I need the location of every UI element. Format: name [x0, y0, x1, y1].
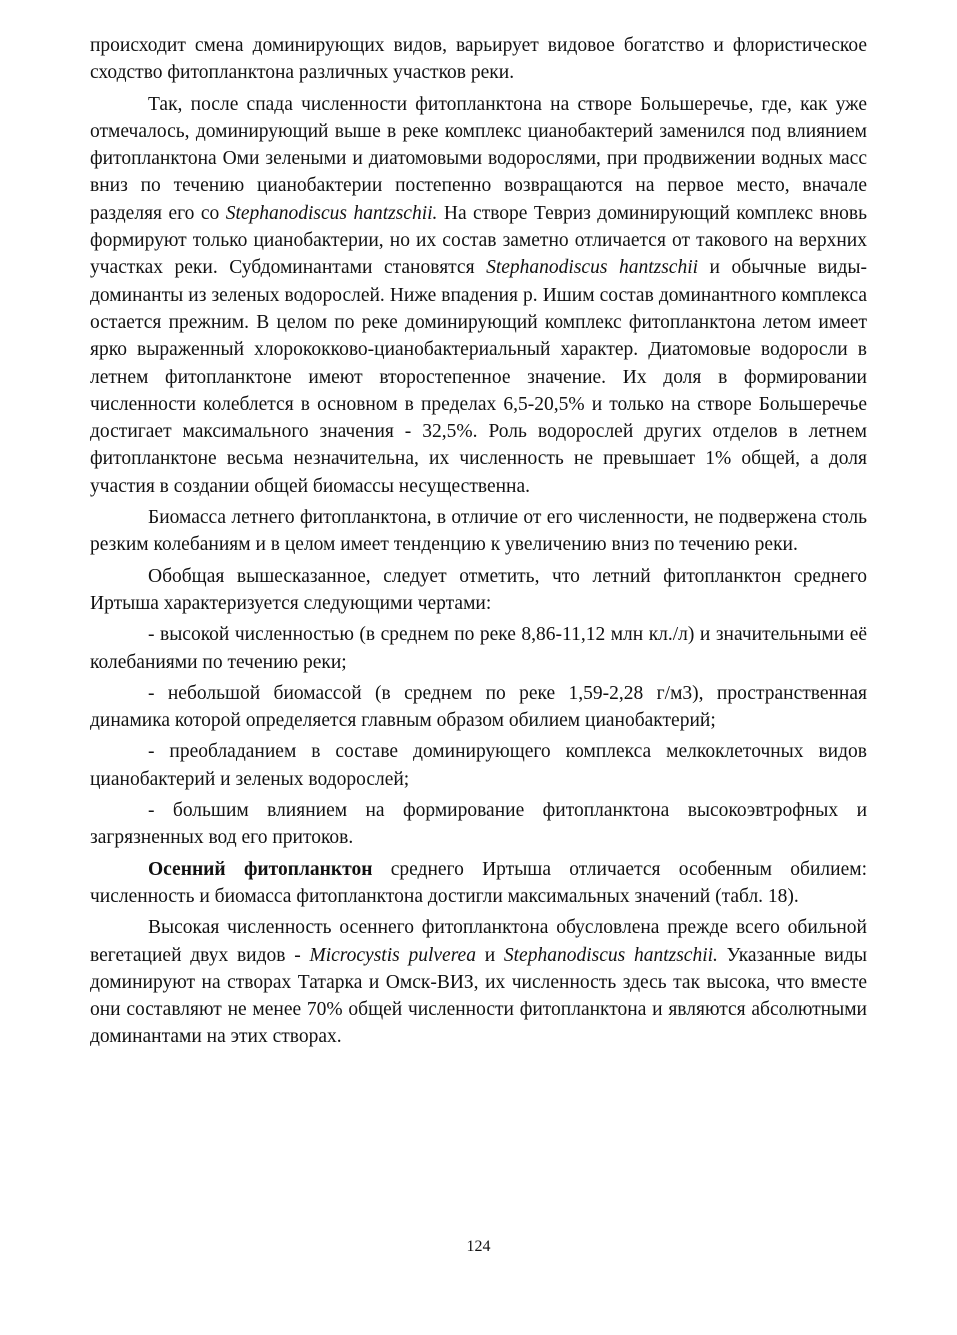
paragraph-5-text: среднего Иртыша отличается особенным обилием: численность и биомасса фитопланктона достигли максимальных значений (табл. 18).	[90, 858, 867, 907]
species-name: Stephanodiscus hantzschii.	[503, 944, 718, 966]
paragraph-2	[90, 91, 867, 500]
page-number: 124	[466, 1238, 491, 1255]
page-body	[90, 32, 867, 1055]
section-heading-autumn: Осенний фитопланктон	[148, 858, 373, 880]
paragraph-6-part-c: Указанные виды доминируют на створах Татарка и Омск-ВИЗ, их численность здесь так высока, что вместе они составляют не менее 70% общей численности фитопланктона и являются абсолютными доминантами на этих створах.	[90, 944, 867, 1048]
paragraph-6	[90, 914, 867, 1050]
list-item-2: - небольшой биомассой (в среднем по реке 1,59-2,28 г/м3), пространственная динамика которой определяется главным образом обилием цианобактерий;	[90, 682, 867, 732]
species-name: Microcystis pulverea	[309, 944, 476, 966]
species-name: Stephanodiscus hantzschii	[486, 257, 699, 279]
paragraph-2-part-a: Так, после спада численности фитопланктона на створе Большеречье, где, как уже отмечалось, доминирующий выше в реке комплекс цианобактерий заменился под влиянием фитопланктона Оми зелеными и диатомовыми водорослями, при продвижении водных масс вниз по течению цианобактерии постепенно возвращаются на первое место, вначале разделяя его со	[90, 93, 867, 224]
paragraph-6-part-a: Высокая численность осеннего фитопланктона обусловлена прежде всего обильной вегетацией двух видов -	[90, 917, 867, 966]
paragraph-4: Обобщая вышесказанное, следует отметить, что летний фитопланктон среднего Иртыша характеризуется следующими чертами:	[90, 565, 867, 614]
list-item-1: - высокой численностью (в среднем по реке 8,86-11,12 млн кл./л) и значительными её колебаниями по течению реки;	[90, 624, 867, 673]
paragraph-6-part-b: и	[475, 944, 504, 966]
species-name: Stephanodiscus hantzschii.	[225, 202, 438, 224]
paragraph-1: происходит смена доминирующих видов, варьирует видовое богатство и флористическое сходство фитопланктона различных участков реки.	[90, 35, 867, 84]
paragraph-5	[90, 856, 867, 911]
paragraph-2-part-b: На створе Тевриз доминирующий комплекс вновь формируют только цианобактерии, но их состав заметно отличается от такового на верхних участках реки. Субдоминантами становятся	[90, 202, 867, 279]
list-item-3: - преобладанием в составе доминирующего комплекса мелкоклеточных видов цианобактерий и зеленых водорослей;	[90, 741, 867, 790]
paragraph-2-part-c: и обычные виды-доминанты из зеленых водорослей. Ниже впадения р. Ишим состав доминантного комплекса остается прежним. В целом по реке доминирующий комплекс фитопланктона летом имеет ярко выраженный хлорококково-цианобактериальный характер. Диатомовые водоросли в летнем фитопланктоне имеют второстепенное значение. Их доля в формировании численности колеблется в основном в пределах 6,5-20,5% и только на створе Большеречье достигает максимального значения - 32,5%. Роль водорослей других отделов в летнем фитопланктоне весьма незначительна, их численность не превышает 1% общей, а доля участия в создании общей биомассы несущественна.	[90, 257, 867, 497]
list-item-4: - большим влиянием на формирование фитопланктона высокоэвтрофных и загрязненных вод его притоков.	[90, 800, 867, 849]
paragraph-3: Биомасса летнего фитопланктона, в отличие от его численности, не подвержена столь резким колебаниям и в целом имеет тенденцию к увеличению вниз по течению реки.	[90, 507, 867, 556]
